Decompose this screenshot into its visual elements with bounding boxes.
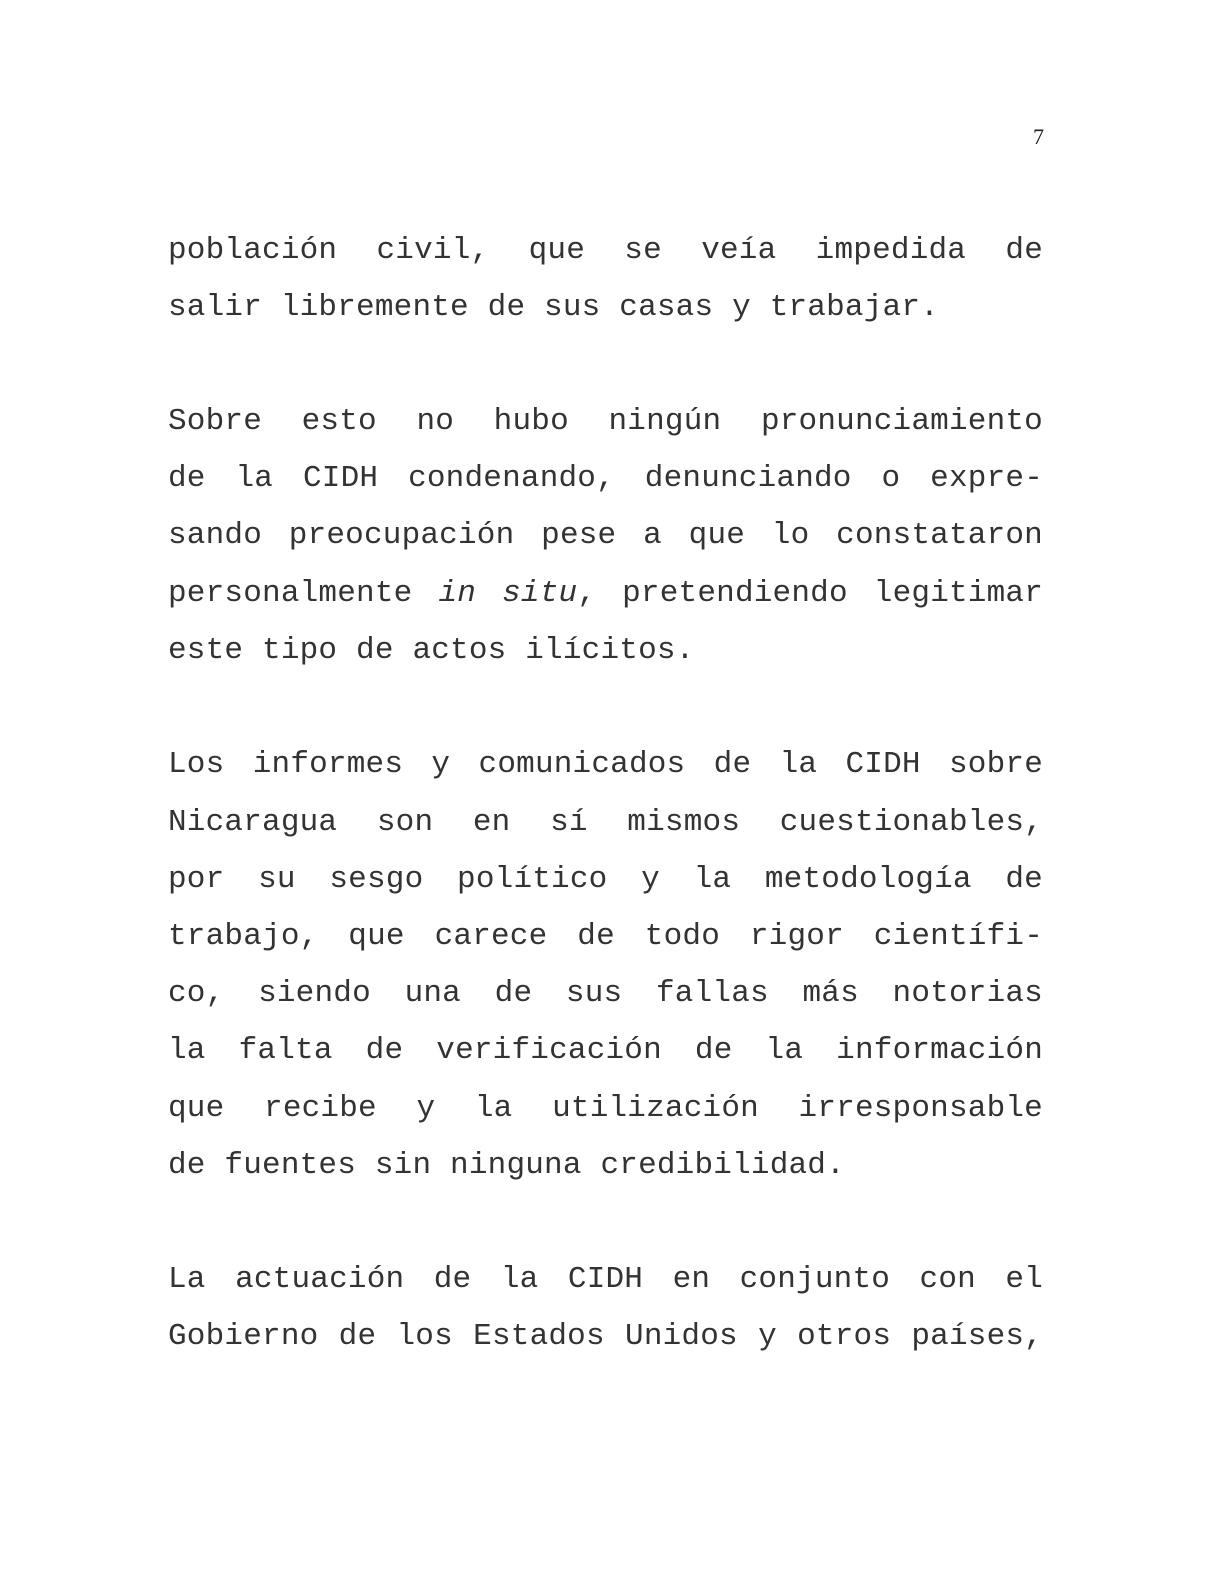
text-line: Sobre esto no hubo ningún pronunciamiento — [168, 404, 1043, 439]
page-number: 7 — [1033, 124, 1044, 149]
text-line: sando preocupación pese a que lo constataron — [168, 518, 1043, 553]
text-line: por su sesgo político y la metodología de — [168, 862, 1043, 897]
text-line: Gobierno de los Estados Unidos y otros países, — [168, 1319, 1043, 1354]
text-segment: personalmente — [168, 576, 439, 611]
text-line: que recibe y la utilización irresponsable — [168, 1091, 1043, 1126]
text-line: trabajo, que carece de todo rigor científi- — [168, 919, 1043, 954]
italic-phrase: in situ — [438, 576, 578, 611]
text-line: este tipo de actos ilícitos. — [168, 633, 695, 668]
text-line: salir libremente de sus casas y trabajar. — [168, 290, 939, 325]
text-line: co, siendo una de sus fallas más notorias — [168, 976, 1043, 1011]
text-line: población civil, que se veía impedida de — [168, 233, 1043, 268]
text-line: de la CIDH condenando, denunciando o expre- — [168, 461, 1043, 496]
text-line: de fuentes sin ninguna credibilidad. — [168, 1148, 845, 1183]
text-line: Los informes y comunicados de la CIDH sobre — [168, 747, 1043, 782]
text-segment: , pretendiendo legitimar — [577, 576, 1044, 611]
text-line: Nicaragua son en sí mismos cuestionables, — [168, 805, 1043, 840]
text-line: la falta de verificación de la información — [168, 1033, 1043, 1068]
text-line: La actuación de la CIDH en conjunto con el — [168, 1262, 1043, 1297]
text-line-with-italic — [168, 576, 1043, 616]
